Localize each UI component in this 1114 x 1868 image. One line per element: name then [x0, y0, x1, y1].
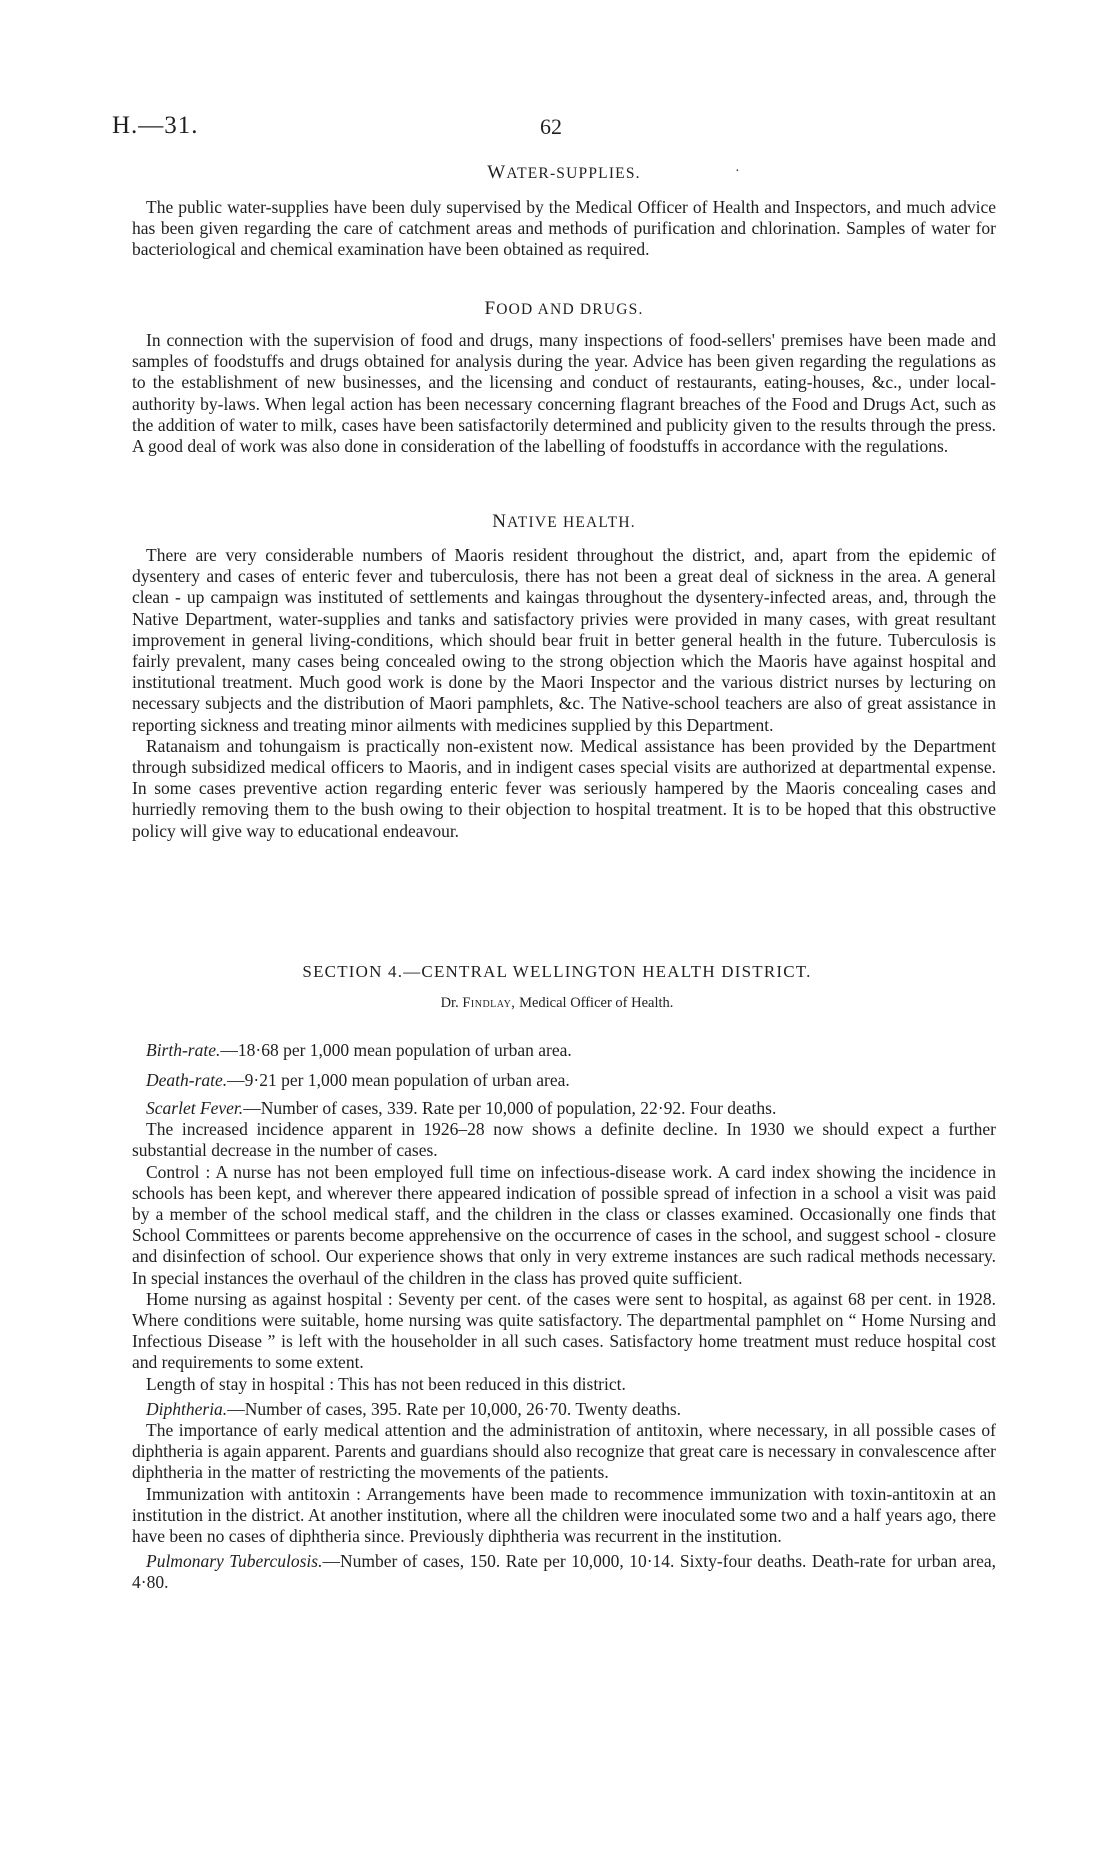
officer-prefix: Dr. — [440, 995, 459, 1011]
paragraph: Home nursing as against hospital : Seventy per cent. of the cases were sent to hospital, as against 68 per cent. in 1928. Where conditions were suitable, home nursing was quite satisfactory. The departmental pamphlet on “ Home Nursing and Infectious Disease ” is left with the householder in all such cases. Satisfactory home treatment must reduce hospital cost and requirements to some extent. — [132, 1288, 996, 1373]
paragraph: Immunization with antitoxin : Arrangements have been made to recommence immunization with toxin-antitoxin at an institution in the district. At another institution, where all the children were inoculated some two and a half years ago, there have been no cases of diphtheria since. Previously diphtheria was recurrent in the institution. — [132, 1483, 996, 1547]
section-4-scarlet — [132, 1098, 996, 1594]
section-water-supplies — [132, 162, 996, 184]
pulmonary-tuberculosis — [132, 1551, 996, 1593]
section-title: WATER-SUPPLIES. — [487, 162, 641, 183]
scarlet-text: —Number of cases, 339. Rate per 10,000 of population, 22·92. Four deaths. — [243, 1098, 777, 1118]
diphtheria — [132, 1399, 996, 1420]
diphtheria-label: Diphtheria. — [146, 1398, 228, 1419]
birth-rate — [132, 1040, 996, 1061]
section-4-heading: SECTION 4.—CENTRAL WELLINGTON HEALTH DISTRICT. — [302, 962, 812, 981]
section-water-body — [132, 197, 996, 261]
paragraph: The increased incidence apparent in 1926–28 now shows a definite decline. In 1930 we should expect a further substantial decrease in the number of cases. — [132, 1119, 996, 1161]
birth-label: Birth-rate. — [146, 1040, 221, 1060]
scarlet-fever — [132, 1098, 996, 1119]
section-title: NATIVE HEALTH. — [492, 511, 636, 532]
section-food-drugs — [132, 298, 996, 320]
death-label: Death-rate. — [146, 1070, 228, 1090]
section-food-body — [132, 330, 996, 457]
section-native-body — [132, 545, 996, 842]
report-reference: H.—31. — [112, 112, 199, 139]
paragraph: Control : A nurse has not been employed full time on infectious-disease work. A card index showing the incidence in schools has been kept, and wherever there appeared indication of possible spread of infection in a school a visit was paid by a member of the school medical staff, and the children in the class or classes examined. Occasionally one finds that School Committees or parents become apprehensive on the occurrence of cases in the school, and suggest school - closure and disinfection of school. Our experience shows that only in very extreme instances are such radical methods necessary. In special instances the overhaul of the children in the class has proved quite sufficient. — [132, 1161, 996, 1288]
officer-title: Medical Officer of Health. — [519, 995, 674, 1011]
paragraph: There are very considerable numbers of Maoris resident throughout the district, and, apart from the epidemic of dysentery and cases of enteric fever and tuberculosis, there has not been a great deal of sickness in the area. A general clean - up campaign was instituted of settlements and kaingas throughout the dysentery-infected areas, and, through the Native Department, water-supplies and tanks and satisfactory privies were provided in many cases, with great resultant improvement in general living-conditions, which should bear fruit in better general health in the future. Tuberculosis is fairly prevalent, many cases being concealed owing to the strong objection which the Maoris have against hospital and institutional treatment. Much good work is done by the Maori Inspector and the various district nurses by lecturing on necessary subjects and the distribution of Maori pamphlets, &c. The Native-school teachers are also of great assistance in reporting sickness and treating minor ailments with medicines supplied by this Department. — [132, 545, 996, 735]
tuberculosis-label: Pulmonary Tuberculosis. — [146, 1551, 323, 1572]
section-4-birth — [132, 1040, 996, 1061]
diphtheria-text: —Number of cases, 395. Rate per 10,000, 26·70. Twenty deaths. — [227, 1398, 682, 1419]
paragraph: The public water-supplies have been duly supervised by the Medical Officer of Health and Inspectors, and much advice has been given regarding the care of catchment areas and methods of purification and chlorination. Samples of water for bacteriological and chemical examination have been obtained as required. — [132, 197, 996, 260]
birth-text: —18·68 per 1,000 mean population of urban area. — [220, 1040, 572, 1060]
paragraph: Length of stay in hospital : This has not been reduced in this district. — [146, 1373, 626, 1394]
section-4-death — [132, 1070, 996, 1091]
death-rate — [132, 1070, 996, 1091]
officer-name: Findlay, — [462, 995, 516, 1011]
paragraph: The importance of early medical attention and the administration of antitoxin, where necessary, in all possible cases of diphtheria is again apparent. Parents and guardians should also recognize that great care is necessary in convalescence after diphtheria in the matter of restricting the movements of the patients. — [132, 1420, 996, 1483]
paragraph: Ratanaism and tohungaism is practically non-existent now. Medical assistance has been provided by the Department through subsidized medical officers to Maoris, and in indigent cases special visits are authorized at departmental expense. In some cases preventive action regarding enteric fever was seriously hampered by the Maoris concealing cases and hurriedly removing them to the bush owing to their objection to hospital treatment. It is to be hoped that this obstructive policy will give way to educational endeavour. — [132, 735, 996, 841]
paragraph: In connection with the supervision of food and drugs, many inspections of food-sellers' premises have been made and samples of foodstuffs and drugs obtained for analysis during the year. Advice has been given regarding the regulations as to the establishment of new businesses, and the licensing and conduct of restaurants, eating-houses, &c., under local-authority by-laws. When legal action has been necessary concerning flagrant breaches of the Food and Drugs Act, such as the addition of water to milk, cases have been satisfactorily determined and publicity given to the results through the press. A good deal of work was also done in consideration of the labelling of foodstuffs in accordance with the regulations. — [132, 330, 996, 457]
death-text: —9·21 per 1,000 mean population of urban area. — [227, 1070, 570, 1090]
officer-line — [0, 995, 1114, 1012]
section-title: FOOD AND DRUGS. — [484, 298, 644, 319]
tuberculosis-text: —Number of cases, 150. Rate per 10,000, 10·14. Sixty-four deaths. Death-rate for urban area, 4·80. — [132, 1551, 996, 1593]
stray-mark: · — [735, 164, 740, 179]
scarlet-label: Scarlet Fever. — [146, 1098, 244, 1118]
section-native-health — [132, 511, 996, 533]
page-number: 62 — [540, 114, 562, 139]
